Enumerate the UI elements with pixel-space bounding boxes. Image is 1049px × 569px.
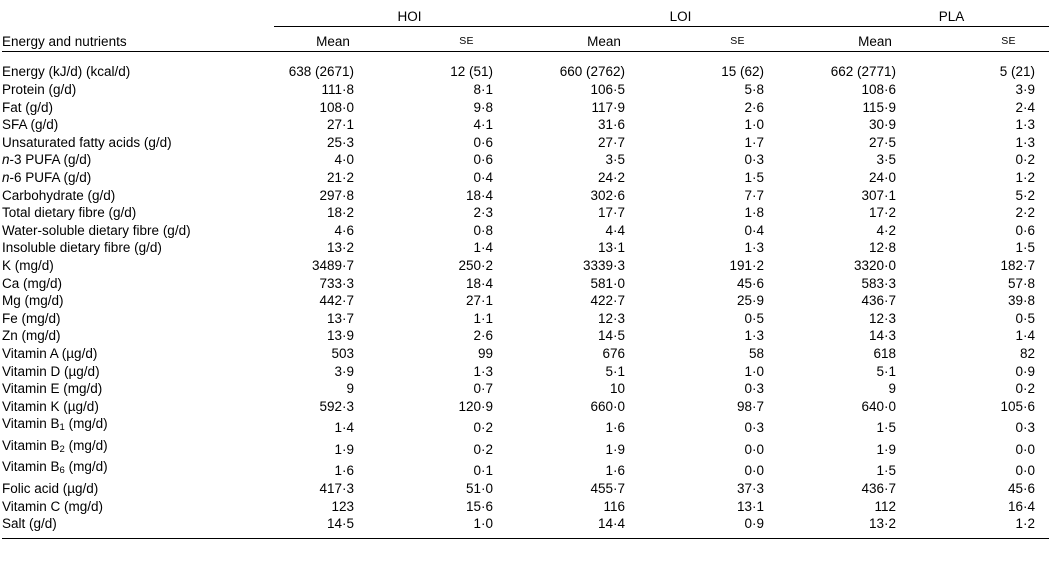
nutrient-label: Ca (mg/d) xyxy=(2,275,63,291)
loi-se-value: 15 (62) xyxy=(721,64,765,80)
loi-mean-value: 116 xyxy=(603,498,626,514)
hoi-se-header: SE xyxy=(459,35,474,48)
loi-mean-value: 24·2 xyxy=(597,169,626,185)
nutrient-label: Carbohydrate (g/d) xyxy=(2,187,116,203)
loi-se-value: 1·3 xyxy=(744,240,765,256)
loi-se-value: 5·8 xyxy=(744,82,765,97)
hoi-se-value: 18·4 xyxy=(465,275,494,291)
hoi-se-value: 120·9 xyxy=(458,398,494,414)
loi-mean-value: 660·0 xyxy=(590,398,626,414)
hoi-se-value: 0·6 xyxy=(473,134,494,150)
loi-se-value: 1·5 xyxy=(744,169,765,185)
loi-mean-value: 106·5 xyxy=(590,82,626,97)
hoi-mean-value: 18·2 xyxy=(326,205,354,221)
hoi-se-value: 0·6 xyxy=(473,152,494,168)
nutrient-label: Fat (g/d) xyxy=(2,99,54,115)
loi-se-value: 0·4 xyxy=(744,222,765,238)
pla-se-value: 1·2 xyxy=(1015,169,1036,185)
pla-se-value: 1·5 xyxy=(1015,240,1036,256)
loi-se-value: 25·9 xyxy=(737,293,765,309)
hoi-se-value: 18·4 xyxy=(465,187,494,203)
loi-se-value: 0·3 xyxy=(744,152,765,168)
loi-mean-value: 13·1 xyxy=(597,240,626,256)
loi-mean-value: 27·7 xyxy=(597,134,626,150)
table-head xyxy=(2,0,1049,52)
pla-se-value: 2·2 xyxy=(1015,205,1036,221)
pla-mean-value: 9 xyxy=(888,381,897,397)
table-body xyxy=(2,52,1049,540)
pla-se-value: 0·0 xyxy=(1015,463,1036,479)
pla-mean-value: 3320·0 xyxy=(853,257,897,273)
nutrient-label: Zn (mg/d) xyxy=(2,328,61,344)
loi-mean-value: 455·7 xyxy=(590,481,626,497)
loi-mean-value: 676 xyxy=(602,345,626,361)
hoi-mean-value: 108·0 xyxy=(319,99,354,115)
loi-mean-value: 302·6 xyxy=(590,187,626,203)
hoi-mean-value: 1·4 xyxy=(334,420,354,436)
hoi-mean-value: 21·2 xyxy=(326,169,354,185)
hoi-mean-value: 3489·7 xyxy=(311,257,354,273)
hoi-se-value: 9·8 xyxy=(473,99,494,115)
hoi-se-value: 250·2 xyxy=(458,257,494,273)
pla-mean-header: Mean xyxy=(858,34,892,50)
loi-mean-header: Mean xyxy=(587,34,621,50)
nutrient-label: Vitamin D (µg/d) xyxy=(2,363,100,379)
loi-se-header: SE xyxy=(730,35,745,48)
hoi-se-value: 0·7 xyxy=(473,381,494,397)
table-row xyxy=(2,239,1049,257)
table-row xyxy=(2,398,1049,416)
table-row xyxy=(2,151,1049,169)
hoi-se-value: 2·3 xyxy=(473,205,494,221)
hoi-mean-header: Mean xyxy=(316,34,350,50)
group-header-pla: PLA xyxy=(816,0,1049,27)
nutrient-label: Mg (mg/d) xyxy=(2,293,64,309)
pla-mean-value: 12·3 xyxy=(869,310,897,326)
table-row xyxy=(2,81,1049,99)
nutrient-label: K (mg/d) xyxy=(2,257,54,273)
hoi-mean-value: 13·2 xyxy=(326,240,354,256)
loi-mean-value: 1·6 xyxy=(605,420,626,436)
pla-mean-value: 12·8 xyxy=(869,240,897,256)
pla-mean-value: 13·2 xyxy=(869,516,897,532)
loi-se-value: 1·0 xyxy=(744,117,765,133)
pla-se-value: 1·4 xyxy=(1015,328,1036,344)
hoi-se-value: 27·1 xyxy=(465,293,494,309)
loi-se-value: 2·6 xyxy=(744,99,765,115)
loi-mean-value: 17·7 xyxy=(597,205,626,221)
energy-and-nutrients-table xyxy=(2,0,1049,540)
pla-se-value: 5·2 xyxy=(1015,187,1036,203)
sub-header-row xyxy=(2,27,1049,52)
pla-mean-value: 14·3 xyxy=(869,328,897,344)
pla-se-value: 1·2 xyxy=(1015,516,1036,532)
nutrient-label: SFA (g/d) xyxy=(2,117,59,133)
hoi-mean-value: 4·6 xyxy=(334,222,354,238)
hoi-mean-value: 1·9 xyxy=(334,441,354,457)
pla-mean-value: 583·3 xyxy=(861,275,897,291)
group-header-loi: LOI xyxy=(545,0,816,27)
loi-se-value: 1·3 xyxy=(744,328,765,344)
hoi-mean-value: 25·3 xyxy=(326,134,354,150)
table-row xyxy=(2,363,1049,381)
pla-mean-value: 24·0 xyxy=(869,169,897,185)
loi-se-value: 1·7 xyxy=(744,134,765,150)
hoi-mean-value: 733·3 xyxy=(319,275,354,291)
hoi-mean-value: 3·9 xyxy=(334,363,354,379)
pla-mean-value: 30·9 xyxy=(869,117,897,133)
table-row xyxy=(2,480,1049,498)
hoi-mean-value: 638 (2671) xyxy=(288,64,354,80)
pla-mean-value: 307·1 xyxy=(861,187,897,203)
nutrient-label: n-3 PUFA (g/d) xyxy=(2,152,92,168)
loi-mean-value: 4·4 xyxy=(605,222,626,238)
table-row xyxy=(2,310,1049,328)
loi-mean-value: 1·6 xyxy=(605,463,626,479)
table-row xyxy=(2,275,1049,293)
loi-mean-value: 3·5 xyxy=(605,152,626,168)
loi-se-value: 0·0 xyxy=(744,463,765,479)
pla-se-header: SE xyxy=(1001,35,1016,48)
hoi-mean-value: 503 xyxy=(331,345,354,361)
pla-se-value: 182·7 xyxy=(1000,257,1036,273)
nutrient-label: Vitamin A (µg/d) xyxy=(2,345,98,361)
loi-se-value: 45·6 xyxy=(737,275,765,291)
loi-mean-value: 1·9 xyxy=(605,441,626,457)
nutrient-label: Vitamin $B_2$ (mg/d) xyxy=(2,437,108,455)
table-row xyxy=(2,498,1049,516)
pla-mean-value: 436·7 xyxy=(861,293,897,309)
nutrient-label: Salt (g/d) xyxy=(2,516,57,532)
nutrient-label: Insoluble dietary fibre (g/d) xyxy=(2,240,162,256)
nutrient-label: Vitamin E (mg/d) xyxy=(2,381,103,397)
pla-se-value: 0·2 xyxy=(1015,152,1036,168)
loi-mean-value: 12·3 xyxy=(597,310,626,326)
table-row xyxy=(2,52,1049,82)
loi-mean-value: 31·6 xyxy=(597,117,626,133)
hoi-mean-value: 417·3 xyxy=(319,481,354,497)
table-row xyxy=(2,134,1049,152)
nutrient-label: Vitamin K (µg/d) xyxy=(2,398,99,414)
table-row xyxy=(2,187,1049,205)
hoi-mean-value: 14·5 xyxy=(326,516,354,532)
table-row xyxy=(2,222,1049,240)
pla-se-value: 105·6 xyxy=(1000,398,1036,414)
loi-se-value: 7·7 xyxy=(744,187,765,203)
nutrient-label: Folic acid (µg/d) xyxy=(2,481,99,497)
pla-se-value: 0·0 xyxy=(1015,441,1036,457)
nutrient-label: Water-soluble dietary fibre (g/d) xyxy=(2,222,191,238)
nutrient-label: Fe (mg/d) xyxy=(2,310,61,326)
nutrient-label: Total dietary fibre (g/d) xyxy=(2,205,137,221)
nutrient-label: Vitamin $B_6$ (mg/d) xyxy=(2,459,108,477)
table-row xyxy=(2,204,1049,222)
pla-se-value: 45·6 xyxy=(1008,481,1036,497)
table-row xyxy=(2,437,1049,459)
loi-mean-value: 581·0 xyxy=(590,275,626,291)
nutrient-label: Vitamin C (mg/d) xyxy=(2,498,104,514)
hoi-se-value: 2·6 xyxy=(473,328,494,344)
loi-se-value: 0·3 xyxy=(744,420,765,436)
pla-mean-value: 27·5 xyxy=(869,134,897,150)
pla-mean-value: 1·9 xyxy=(876,441,897,457)
hoi-se-value: 0·4 xyxy=(473,169,494,185)
loi-se-value: 37·3 xyxy=(737,481,765,497)
pla-se-value: 2·4 xyxy=(1015,99,1036,115)
hoi-mean-value: 27·1 xyxy=(326,117,354,133)
loi-mean-value: 14·4 xyxy=(597,516,626,532)
loi-se-value: 98·7 xyxy=(737,398,765,414)
hoi-mean-value: 4·0 xyxy=(334,152,354,168)
table-row xyxy=(2,380,1049,398)
pla-se-value: 82 xyxy=(1020,345,1036,361)
hoi-se-value: 1·1 xyxy=(473,310,494,326)
hoi-se-value: 0·8 xyxy=(473,222,494,238)
table-row xyxy=(2,99,1049,117)
hoi-mean-value: 13·7 xyxy=(326,310,354,326)
pla-se-value: 5 (21) xyxy=(999,64,1036,80)
pla-se-value: 16·4 xyxy=(1008,498,1036,514)
loi-se-value: 58 xyxy=(749,345,765,361)
hoi-se-value: 15·6 xyxy=(465,498,494,514)
loi-mean-value: 660 (2762) xyxy=(559,64,626,80)
hoi-mean-value: 13·9 xyxy=(326,328,354,344)
group-header-spacer xyxy=(2,0,274,27)
hoi-se-value: 1·4 xyxy=(473,240,494,256)
pla-se-value: 39·8 xyxy=(1008,293,1036,309)
table-row xyxy=(2,515,1049,538)
table-row xyxy=(2,116,1049,134)
hoi-se-value: 0·2 xyxy=(473,420,494,436)
loi-mean-value: 3339·3 xyxy=(582,257,626,273)
hoi-se-value: 99 xyxy=(477,345,494,361)
pla-se-value: 3·9 xyxy=(1015,82,1036,97)
loi-se-value: 0·0 xyxy=(744,441,765,457)
loi-se-value: 13·1 xyxy=(737,498,765,514)
hoi-mean-value: 111·8 xyxy=(321,82,354,97)
pla-mean-value: 1·5 xyxy=(876,463,897,479)
loi-se-value: 191·2 xyxy=(729,257,765,273)
table-row xyxy=(2,292,1049,310)
pla-se-value: 0·3 xyxy=(1015,420,1036,436)
nutrient-label: Vitamin $B_1$ (mg/d) xyxy=(2,416,108,434)
hoi-se-value: 51·0 xyxy=(465,481,494,497)
hoi-mean-value: 592·3 xyxy=(319,398,354,414)
loi-mean-value: 14·5 xyxy=(597,328,626,344)
pla-mean-value: 17·2 xyxy=(869,205,897,221)
loi-mean-value: 10 xyxy=(609,381,626,397)
nutrient-label: n-6 PUFA (g/d) xyxy=(2,169,92,185)
hoi-se-value: 0·1 xyxy=(473,463,494,479)
hoi-mean-value: 9 xyxy=(346,381,354,397)
loi-se-value: 0·3 xyxy=(744,381,765,397)
loi-mean-value: 117·9 xyxy=(591,99,626,115)
hoi-mean-value: 442·7 xyxy=(319,293,354,309)
pla-mean-value: 115·9 xyxy=(862,99,897,115)
loi-mean-value: 422·7 xyxy=(590,293,626,309)
pla-mean-value: 640·0 xyxy=(861,398,897,414)
table-row xyxy=(2,169,1049,187)
pla-se-value: 0·5 xyxy=(1015,310,1036,326)
pla-se-value: 0·2 xyxy=(1015,381,1036,397)
row-header-label: Energy and nutrients xyxy=(2,34,127,50)
hoi-se-value: 12 (51) xyxy=(450,64,494,80)
group-header-hoi: HOI xyxy=(274,0,545,27)
nutrient-label: Unsaturated fatty acids (g/d) xyxy=(2,134,172,150)
hoi-mean-value: 123 xyxy=(331,498,354,514)
nutrient-label: Protein (g/d) xyxy=(2,82,77,97)
pla-mean-value: 618 xyxy=(873,345,897,361)
table-row xyxy=(2,345,1049,363)
bottom-rule-cell xyxy=(2,538,1049,540)
hoi-se-value: 8·1 xyxy=(473,82,494,97)
pla-se-value: 0·6 xyxy=(1015,222,1036,238)
pla-mean-value: 5·1 xyxy=(876,363,897,379)
table-row xyxy=(2,458,1049,480)
table-row xyxy=(2,415,1049,437)
loi-se-value: 0·5 xyxy=(744,310,765,326)
nutrient-label: Energy (kJ/d) (kcal/d) xyxy=(2,64,131,80)
hoi-se-value: 4·1 xyxy=(473,117,494,133)
hoi-mean-value: 1·6 xyxy=(334,463,354,479)
pla-mean-value: 662 (2771) xyxy=(830,64,897,80)
pla-se-value: 1·3 xyxy=(1015,117,1036,133)
pla-mean-value: 108·6 xyxy=(861,82,897,97)
loi-se-value: 1·0 xyxy=(744,363,765,379)
pla-mean-value: 1·5 xyxy=(876,420,897,436)
hoi-se-value: 1·0 xyxy=(473,516,494,532)
table-row xyxy=(2,257,1049,275)
pla-se-value: 57·8 xyxy=(1008,275,1036,291)
hoi-mean-value: 297·8 xyxy=(319,187,354,203)
hoi-se-value: 1·3 xyxy=(473,363,494,379)
pla-mean-value: 436·7 xyxy=(861,481,897,497)
group-header-row xyxy=(2,0,1049,27)
table-bottom-rule xyxy=(2,538,1049,540)
pla-mean-value: 3·5 xyxy=(876,152,897,168)
pla-mean-value: 4·2 xyxy=(876,222,897,238)
loi-mean-value: 5·1 xyxy=(605,363,626,379)
pla-se-value: 1·3 xyxy=(1015,134,1036,150)
pla-mean-value: 112 xyxy=(874,498,897,514)
loi-se-value: 0·9 xyxy=(744,516,765,532)
loi-se-value: 1·8 xyxy=(744,205,765,221)
hoi-se-value: 0·2 xyxy=(473,441,494,457)
pla-se-value: 0·9 xyxy=(1015,363,1036,379)
table-row xyxy=(2,327,1049,345)
